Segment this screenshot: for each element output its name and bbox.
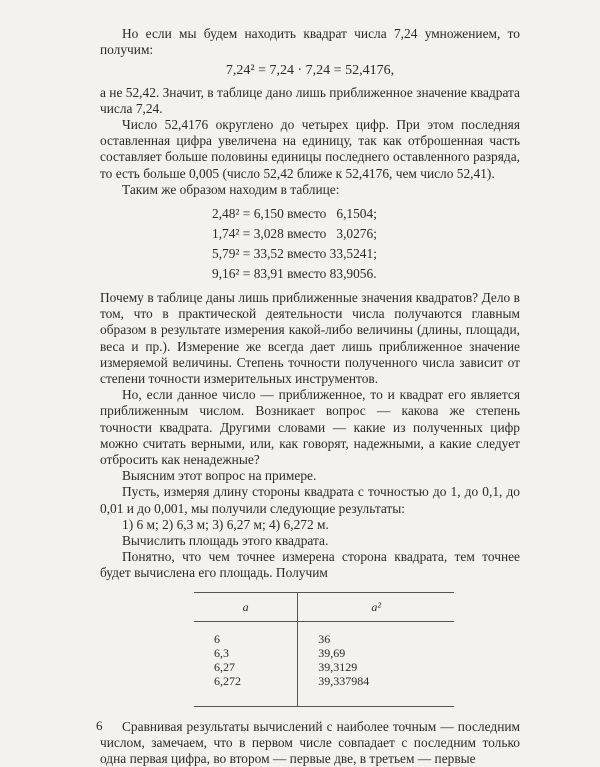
formula-7-24-squared: 7,24² = 7,24 · 7,24 = 52,4176,: [225, 63, 395, 79]
table-cell-a2: 39,3129: [318, 659, 358, 674]
table-header-a2: a²: [298, 592, 454, 621]
paragraph-3: Число 52,4176 округлено до четырех цифр. При этом последняя оставленная цифра увеличена на единицу, так как отброшенная часть составляет больше половины единицы последнего оставленного разряда, то есть больше 0,005 (число 52,42 ближе к 52,4176, чем число 52,41).: [100, 117, 520, 181]
table-row: [194, 646, 454, 660]
paragraph-5: Почему в таблице даны лишь приближенные значения квадратов? Дело в том, что в практической деятельности числа получаются главным образом в результате измерения какой-либо величины (длины, площади, веса и пр.). Измерение же всегда дает лишь приближенное значение измеряемой величины. Степень точности полученного числа зависит от степени точности измерительных инструментов.: [100, 290, 520, 387]
table-cell-a: 6,272: [194, 674, 298, 707]
squares-list: [212, 204, 520, 284]
equation-row: 9,16² = 83,91 вместо 83,9056.: [212, 266, 377, 282]
paragraph-7: Выясним этот вопрос на примере.: [122, 468, 317, 484]
paragraph-11: Понятно, что чем точнее измерена сторона квадрата, тем точнее будет вычислена его площадь. Получим: [100, 549, 520, 581]
page-body: [100, 26, 520, 767]
paragraph-8: Пусть, измеряя длину стороны квадрата с точностью до 1, до 0,1, до 0,01 и до 0,001, мы получили следующие результаты:: [100, 484, 520, 516]
paragraph-1: Но если мы будем находить квадрат числа 7,24 умножением, то получим:: [100, 26, 520, 58]
equation-row: 2,48² = 6,150 вместо 6,1504;: [212, 206, 377, 222]
equation-row: 5,79² = 33,52 вместо 33,5241;: [212, 246, 377, 262]
table-header-a: a: [194, 592, 298, 621]
table-row: [194, 660, 454, 674]
paragraph-2: а не 52,42. Значит, в таблице дано лишь приближенное значение квадрата числа 7,24.: [100, 84, 520, 116]
paragraph-12: Сравнивая результаты вычислений с наиболее точным — последним числом, замечаем, что в первом числе совпадает с последним только одна первая цифра, во втором — первые две, в третьем — первые: [100, 718, 520, 767]
equation-row: 1,74² = 3,028 вместо 3,0276;: [212, 226, 377, 242]
paragraph-6: Но, если данное число — приближенное, то и квадрат его является приближенным числом. Возникает вопрос — какова же степень точности квадрата. Другими словами — какие из полученных цифр можно считать верными, или, как говорят, надежными, а какие следует отбросить как ненадежные?: [100, 387, 520, 468]
squares-table: [194, 592, 454, 707]
table-cell-a2: 39,69: [318, 645, 346, 660]
table-cell-a: 6,27: [194, 660, 298, 674]
paragraph-4: Таким же образом находим в таблице:: [122, 181, 340, 197]
paragraph-10: Вычислить площадь этого квадрата.: [122, 533, 329, 549]
table-row: [194, 674, 454, 707]
page-number: 6: [96, 718, 103, 733]
table-cell-a2: 39,337984: [298, 674, 454, 707]
table-cell-a: 6,3: [194, 646, 298, 660]
paragraph-9: 1) 6 м; 2) 6,3 м; 3) 6,27 м; 4) 6,272 м.: [122, 516, 329, 532]
table-cell-a: 6: [194, 621, 298, 646]
table-row: [194, 621, 454, 646]
table-cell-a2: 36: [318, 631, 331, 646]
